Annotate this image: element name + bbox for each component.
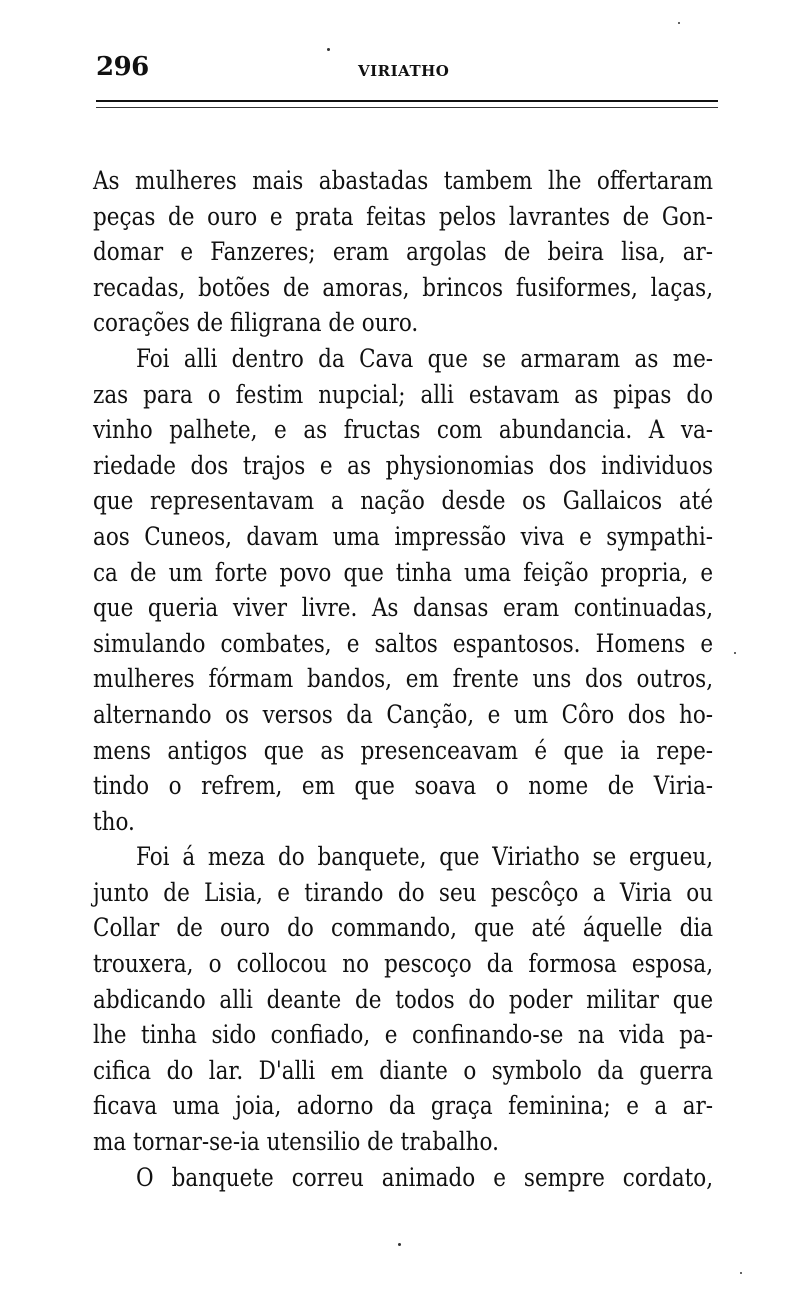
scan-speck — [734, 652, 736, 654]
text-line: ca de um forte povo que tinha uma feição propria, e — [93, 557, 714, 587]
text-line: recadas, botões de amoras, brincos fusiformes, laças, — [93, 272, 714, 302]
text-line: abdicando alli deante de todos do poder militar que — [93, 984, 714, 1014]
header-rule-top — [96, 100, 718, 102]
text-line: simulando combates, e saltos espantosos. Homens e — [93, 628, 714, 658]
text-line: que representavam a nação desde os Gallaicos até — [93, 486, 714, 516]
scan-speck — [678, 22, 680, 24]
text-line: mens antigos que as presenceavam é que ia repe- — [93, 735, 714, 765]
text-line: zas para o festim nupcial; alli estavam as pipas do — [93, 379, 714, 409]
text-line: aos Cuneos, davam uma impressão viva e sympathi- — [93, 521, 714, 551]
text-line: junto de Lisia, e tirando do seu pescôço a Viria ou — [93, 877, 714, 907]
text-line: vinho palhete, e as fructas com abundancia. A va- — [93, 415, 714, 445]
text-line: domar e Fanzeres; eram argolas de beira lisa, ar- — [93, 237, 714, 267]
scan-speck — [398, 1243, 401, 1246]
scan-speck — [327, 48, 330, 51]
text-line: ma tornar-se-ia utensilio de trabalho. — [93, 1127, 499, 1157]
scan-speck — [740, 1272, 742, 1274]
text-line: mulheres fórmam bandos, em frente uns dos outros, — [93, 664, 714, 694]
text-line: Collar de ouro do commando, que até áquelle dia — [93, 913, 714, 943]
text-line: cifica do lar. D'alli em diante o symbolo da guerra — [93, 1055, 714, 1085]
running-title: VIRIATHO — [358, 62, 450, 80]
text-line: lhe tinha sido confiado, e confinando-se na vida pa- — [93, 1020, 714, 1050]
text-line: Foi á meza do banquete, que Viriatho se ergueu, — [136, 842, 714, 872]
body-text — [93, 163, 713, 1195]
text-line: alternando os versos da Canção, e um Côro dos ho- — [93, 699, 714, 729]
text-line: Foi alli dentro da Cava que se armaram as me- — [136, 343, 714, 373]
text-line: tindo o refrem, em que soava o nome de Viria- — [93, 771, 714, 801]
text-line: peças de ouro e prata feitas pelos lavrantes de Gon- — [93, 201, 714, 231]
text-line: riedade dos trajos e as physionomias dos individuos — [93, 450, 714, 480]
text-line: ficava uma joia, adorno da graça feminina; e a ar- — [93, 1091, 714, 1121]
page-number: 296 — [96, 52, 149, 82]
text-line: O banquete correu animado e sempre cordato, — [136, 1162, 714, 1192]
text-line: trouxera, o collocou no pescoço da formosa esposa, — [93, 949, 714, 979]
text-line: As mulheres mais abastadas tambem lhe offertaram — [93, 166, 714, 195]
text-line: tho. — [93, 806, 135, 836]
text-line: que queria viver livre. As dansas eram continuadas, — [93, 593, 714, 623]
header-rule-bottom — [96, 107, 718, 108]
text-line: corações de filigrana de ouro. — [93, 308, 419, 338]
